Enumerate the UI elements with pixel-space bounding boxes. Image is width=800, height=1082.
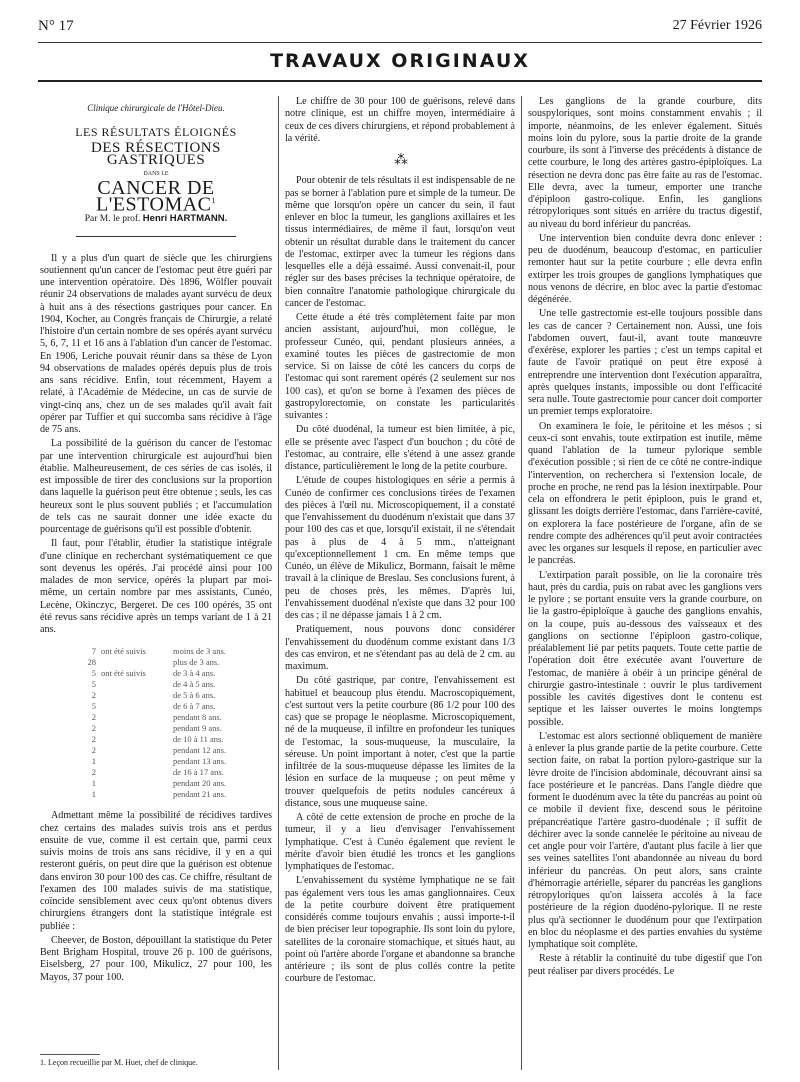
stats-cell-txt: de 3 à 4 ans. bbox=[173, 668, 216, 679]
stats-row bbox=[40, 778, 272, 789]
stats-cell-pre bbox=[101, 712, 173, 723]
col2-paragraphs-a bbox=[285, 96, 515, 145]
clinic-line: Clinique chirurgicale de l'Hôtel-Dieu. bbox=[87, 103, 225, 113]
stats-cell-n: 2 bbox=[91, 734, 96, 745]
stats-row bbox=[40, 690, 272, 701]
stats-row bbox=[40, 734, 272, 745]
stats-cell-txt: pendant 21 ans. bbox=[173, 789, 227, 800]
paragraph: L'extirpation paraît possible, on lie la coronaire très haut, près du cardia, puis on rabat avec les ganglions vers le pylore ; se portant ensuite vers la grande courbure, on lie la gastro-épiploïque à gauche des ganglions envahis, on la coupe, puis au-dessous des vaisseaux et des ganglions on sectionne l'épiploon gastro-colique, préalablement lié par petits paquets. Toute cette partie de l'opération doit être exécutée avant l'ouverture de l'estomac, de manière à obéir à un principe général de chirurgie gastro-intestinale : ouvrir le plus tardivement possible les cavités digestives dont le contenu est septique et les laisser ouvertes le moins longtemps possible. bbox=[528, 569, 762, 728]
title-line-2: DES RÉSECTIONS GASTRIQUES bbox=[91, 139, 221, 168]
paragraph: On examinera le foie, le péritoine et les mésos ; si ceux-ci sont envahis, toute extirpation est inutile, même quand l'ablation de la tumeur pylorique semble d'exécution possible ; si rien de ce côté ne contre-indique l'intervention, on recherchera si l'extension locale, de proche en proche, ne rend pas la lésion inextirpable. Pour cela on effondrera le petit épiploon, puis le grand et, glissant les doigts derrière l'estomac, dans l'arrière-cavité, on explorera la face postérieure de l'organe, afin de se rendre compte des adhérences qu'il peut avoir contractées avec les organes sur lesquels il repose, en particulier avec le pancréas. bbox=[528, 420, 762, 567]
stats-cell-pre: ont été suivis bbox=[101, 668, 146, 679]
section-asterism: ⁂ bbox=[394, 153, 406, 168]
paragraph: L'étude de coupes histologiques en série a permis à Cunéo de confirmer ces conclusions tirées de l'examen des pièces à l'œil nu. Microscopiquement, il a constaté que l'envahissement du duodénum n'existait que dans 37 pour 100 des cas et que, lorsqu'il existait, il ne s'étendait pas à plus de 4 à 5 mm., n'atteignant qu'exceptionnellement 1 cm. En même temps que Cunéo, un élève de Mikulicz, Bormann, faisait le même travail à la clinique de Breslau. Ses conclusions furent, à peu de choses près, les mêmes. D'après lui, l'envahissement duodénal n'existe que dans 32 pour 100 des cas ; il ne dépasse jamais 1 à 2 cm. bbox=[285, 475, 515, 621]
stats-cell-pre bbox=[101, 767, 173, 778]
title-rule bbox=[76, 236, 236, 237]
title-main: CANCER DE L'ESTOMAC bbox=[95, 177, 215, 216]
stats-cell-n: 5 bbox=[91, 668, 96, 679]
stats-row bbox=[40, 712, 272, 723]
stats-cell-n: 2 bbox=[91, 690, 96, 701]
stats-cell-txt: pendant 9 ans. bbox=[173, 723, 222, 734]
stats-cell-n: 2 bbox=[91, 745, 96, 756]
stats-cell-txt: plus de 3 ans. bbox=[173, 657, 220, 668]
column-3 bbox=[528, 96, 762, 980]
paragraph: Du côté duodénal, la tumeur est bien limitée, à pic, elle se présente avec l'aspect d'un bouchon ; du côté de l'estomac, au contraire, elle s'étend à une assez grande distance, particulièrement le long de la petite courbure. bbox=[285, 424, 515, 472]
stats-cell-n: 7 bbox=[91, 646, 96, 657]
stats-row bbox=[40, 789, 272, 800]
column-1 bbox=[40, 96, 272, 986]
stats-row bbox=[40, 679, 272, 690]
stats-cell-n: 2 bbox=[91, 767, 96, 778]
author-line bbox=[40, 213, 272, 225]
stats-cell-n: 2 bbox=[91, 712, 96, 723]
paragraph: L'estomac est alors sectionné obliquement de manière à enlever la plus grande partie de la petite courbure. Cette section faite, on rabat la portion pyloro-gastrique sur la lèvre droite de l'incision abdominale, découvrant ainsi sa face postérieure et le pancréas. Dans l'angle dièdre que forment le duodénum avec la tête du pancréas au point où ce mobile il devient fixe, descend sous le péritoine prépancréatique l'artère gastro-duodénale ; il suffit de déchirer avec la sonde cannelée le péritoine au niveau de cet angle pour voir l'artère, d'autant plus facile à lier que ses veines satellites l'ont abandonnée au niveau du bord inférieur du pancréas. On peut alors, sans crainte d'hémorragie artérielle, séparer du pancréas les ganglions rétropyloriques qu'on laissera accolés à la face postérieure de la région duodéno-pylorique. Il ne reste plus qu'à sectionner le duodénum pour que l'extirpation en bloc du néoplasme et des parties envahies du système lymphatique soit complète. bbox=[528, 730, 762, 950]
author-name: Henri HARTMANN. bbox=[142, 213, 228, 225]
paragraph: Pratiquement, nous pouvons donc considérer l'envahissement du duodénum comme existant dans 1/3 des cas environ, et ne s'étendant pas au delà de 2 cm. au maximum. bbox=[285, 624, 515, 672]
footnote-marker: 1 bbox=[211, 195, 217, 205]
stats-cell-pre: ont été suivis bbox=[101, 646, 146, 657]
stats-cell-txt: de 4 à 5 ans. bbox=[173, 679, 216, 690]
footnote: 1. Leçon recueillie par M. Huet, chef de clinique. bbox=[40, 1058, 198, 1067]
stats-cell-txt: pendant 20 ans. bbox=[173, 778, 227, 789]
stats-cell-pre bbox=[101, 690, 173, 701]
title-line-4 bbox=[40, 177, 272, 216]
stats-cell-n: 5 bbox=[91, 701, 96, 712]
stats-cell-pre bbox=[101, 679, 173, 690]
paragraph: Il y a plus d'un quart de siècle que les chirurgiens soutiennent qu'un cancer de l'estomac peut être guéri par une intervention opératoire. Dès 1896, Wölfler pouvait réunir 24 observations de malades ayant survécu de deux à huit ans à des résections gastriques pour cancer. En 1904, Kocher, au Congrès français de Chirurgie, a relaté l'histoire d'un certain nombre de ses opérés ayant survécu 5, 6, 7, 11 et 16 ans à l'ablation d'un cancer de l'estomac. En 1906, Leriche pouvait réunir dans sa thèse de Lyon 94 observations de malades opérés depuis plus de trois ans sans récidive. Enfin, tout récemment, Hayem a relaté, à l'Académie de Médecine, un cas de survie de vingt-cinq ans, chez un de ses malades qu'il avait fait opérer par Tuffier et qui succomba sans récidive à l'âge de 75 ans. bbox=[40, 252, 272, 436]
paragraph: Admettant même la possibilité de récidives tardives chez certains des malades suivis trois ans et perdus ensuite de vue, comme il est certain que, parmi ceux suivis moins de trois ans sans récidive, il y en a qui resteront guéris, on peut dire que la guérison est obtenue dans environ 30 pour 100 des cas. Ce chiffre, résultant de l'examen des 100 malades suivis de ma statistique, coïncide sensiblement avec ceux qu'ont obtenus divers chirurgiens étrangers dont la statistique intégrale est publiée : bbox=[40, 810, 272, 932]
stats-table bbox=[40, 646, 272, 800]
stats-cell-txt: pendant 8 ans. bbox=[173, 712, 222, 723]
stats-cell-txt: pendant 12 ans. bbox=[173, 745, 227, 756]
stats-row bbox=[40, 701, 272, 712]
stats-cell-txt: pendant 13 ans. bbox=[173, 756, 227, 767]
stats-row bbox=[40, 756, 272, 767]
stats-row bbox=[40, 767, 272, 778]
stats-cell-pre bbox=[101, 657, 173, 668]
paragraph: Cheever, de Boston, dépouillant la statistique du Peter Bent Brigham Hospital, trouve 26 p. 100 de guérisons, Eiselsberg, 27 pour 100, Mikulicz, 27 pour 100, les Mayos, 37 pour 100. bbox=[40, 934, 272, 983]
stats-cell-txt: moins de 3 ans. bbox=[173, 646, 226, 657]
column-divider bbox=[521, 96, 522, 1070]
paragraph: A côté de cette extension de proche en proche de la tumeur, il y a lieu d'envisager l'envahissement lymphatique. C'est à Cunéo également que revient le mérite d'avoir bien étudié les troncs et les ganglions lymphatiques de l'estomac. bbox=[285, 812, 515, 872]
stats-cell-txt: de 16 à 17 ans. bbox=[173, 767, 224, 778]
stats-cell-pre bbox=[101, 723, 173, 734]
column-2 bbox=[285, 96, 515, 988]
stats-cell-pre bbox=[101, 756, 173, 767]
title-line-3: DANS LE bbox=[143, 171, 169, 177]
page-header bbox=[38, 18, 762, 42]
section-rule bbox=[38, 80, 762, 82]
stats-row bbox=[40, 657, 272, 668]
paragraph: Reste à rétablir la continuité du tube digestif que l'on peut réaliser par divers procédés. Le bbox=[528, 953, 762, 977]
stats-row bbox=[40, 723, 272, 734]
paragraph: Il faut, pour l'établir, étudier la statistique intégrale d'une clinique en recherchant systématiquement ce que sont devenus les opérés. J'ai procédé ainsi pour 100 malades de mon service, opérés la plupart par moi-même, un certain nombre par mes assistants, Cunéo, Lecène, Okinczyc, Bergeret. De ces 100 opérés, 35 ont été revus sans récidive après un temps variant de 1 à 21 ans. bbox=[40, 538, 272, 636]
paragraph: Cette étude a été très complètement faite par mon ancien assistant, aujourd'hui, mon collègue, le professeur Cunéo, qui, pendant plusieurs années, a examiné toutes les pièces de gastrectomie de mon service. Si on laisse de côté les cancers du corps de l'estomac qui sont rarement opérés (2 seulement sur nos 100 cas), et qu'on se borne à l'examen des pièces de gastropylorectomie, on constate les particularités suivantes : bbox=[285, 312, 515, 421]
stats-cell-pre bbox=[101, 789, 173, 800]
paragraph: L'envahissement du système lymphatique ne se fait pas également vers tous les amas ganglionnaires. Ceux de la petite courbure doivent être pratiquement considérés comme toujours envahis ; aussi importe-t-il de bien préciser leur topographie. Ils sont loin du pylore, satellites de la coronaire stomachique, et situés haut, au point où l'artère aborde l'organe et abandonne sa branche antérieure ; ils sont de plus collés contre la petite courbure de l'estomac. bbox=[285, 875, 515, 985]
stats-cell-n: 1 bbox=[91, 778, 96, 789]
title-line-1: LES RÉSULTATS ÉLOIGNÉS bbox=[75, 125, 237, 140]
paragraph: Pour obtenir de tels résultats il est indispensable de ne pas se borner à l'ablation pure et simple de la tumeur. De même que lorsqu'on opère un cancer du sein, il faut enlever en bloc la tumeur, les ganglions axillaires et les tissus intermédiaires, de même il faut, lorsqu'on veut obtenir un résultat durable dans le traitement du cancer de l'estomac, extirper avec la tumeur les régions dans lesquelles elle a déjà essaimé. Aussi convenait-il, pour régler sur des bases précises la technique opératoire, de bien connaître l'anatomie pathologique chirurgicale du cancer de l'estomac. bbox=[285, 175, 515, 309]
stats-cell-txt: de 10 à 11 ans. bbox=[173, 734, 224, 745]
stats-cell-n: 2 bbox=[91, 723, 96, 734]
col2-paragraphs-b bbox=[285, 175, 515, 985]
stats-cell-pre bbox=[101, 745, 173, 756]
stats-cell-pre bbox=[101, 778, 173, 789]
author-prefix: Par M. le prof. bbox=[84, 214, 141, 225]
header-rule bbox=[38, 42, 762, 43]
col3-paragraphs bbox=[528, 96, 762, 978]
stats-cell-n: 1 bbox=[91, 756, 96, 767]
paragraph: Les ganglions de la grande courbure, dits souspyloriques, sont moins constamment envahis ; il importe, néanmoins, de les enlever également. Situés moins loin du pylore, sous la partie droite de la grande courbure, ils sont à l'inverse des précédents à distance de cette courbure, le long des artères gastro-épiploïques. La résection ne devra donc pas être faite au ras de l'estomac. Elle devra, avec la tumeur, emporter une tranche d'épiploon gastro-colique. Enfin, les ganglions rétropyloriques sont situés en arrière du tractus digestif, au niveau du bord inférieur du pancréas. bbox=[528, 96, 762, 230]
issue-date: 27 Février 1926 bbox=[672, 18, 762, 33]
col1-paragraphs-b bbox=[40, 810, 272, 984]
stats-row bbox=[40, 646, 272, 657]
stats-cell-pre bbox=[101, 701, 173, 712]
stats-row bbox=[40, 668, 272, 679]
paragraph: La possibilité de la guérison du cancer de l'estomac par une intervention chirurgicale est aujourd'hui bien établie. Malheureusement, de ces séries de cas isolés, il est impossible de tirer des conclusions sur la proportion dans laquelle la guérison peut être obtenue ; seuls, les cas heureux sont le plus souvent publiés ; et l'accumulation de tels cas ne saurait donner une idée exacte du pourcentage de guérisons qu'il est possible d'obtenir. bbox=[40, 438, 272, 536]
footnote-rule bbox=[40, 1054, 100, 1055]
stats-cell-n: 5 bbox=[91, 679, 96, 690]
paragraph: Le chiffre de 30 pour 100 de guérisons, relevé dans notre clinique, est un chiffre moyen, intermédiaire à ceux de ces divers chirurgiens, et répond probablement à la vérité. bbox=[285, 96, 515, 144]
paragraph: Une telle gastrectomie est-elle toujours possible dans les cas de cancer ? Certainement non. Aussi, une fois l'abdomen ouvert, faut-il, avant toute manœuvre d'exérèse, explorer les parties ; c'est un temps capital et faute de l'avoir pratiqué on peut être exposé à entreprendre une intervention dont l'exécution apparaîtra, après quelques instants, impossible ou dont l'efficacité sera nulle. Toute gastrectomie pour cancer doit comporter un premier temps exploratoire. bbox=[528, 308, 762, 418]
issue-number: N° 17 bbox=[38, 18, 74, 34]
col1-paragraphs bbox=[40, 253, 272, 637]
column-divider bbox=[278, 96, 279, 1070]
stats-cell-txt: de 5 à 6 ans. bbox=[173, 690, 216, 701]
section-title: TRAVAUX ORIGINAUX bbox=[270, 50, 530, 72]
paragraph: Une intervention bien conduite devra donc enlever : peu de duodénum, beaucoup d'estomac, en particulier remonter haut sur la petite courbure ; elle devra enfin extirper les trois groupes de ganglions lymphatiques que nous venons de décrire, en bloc avec la partie d'estomac dégénérée. bbox=[528, 232, 762, 305]
stats-row bbox=[40, 745, 272, 756]
stats-cell-txt: de 6 à 7 ans. bbox=[173, 701, 216, 712]
stats-cell-n: 28 bbox=[87, 657, 96, 668]
stats-cell-n: 1 bbox=[91, 789, 96, 800]
paragraph: Du côté gastrique, par contre, l'envahissement est habituel et beaucoup plus étendu. Macroscopiquement, c'est surtout vers la petite courbure (86 1/2 pour 100 des cas) que se propage le néoplasme. Microscopiquement, né de la muqueuse, il infiltre en profondeur les tuniques de l'estomac, la sous-muqueuse, la musculaire, la séreuse. Un point important à noter, c'est que la partie infiltrée de la sous-muqueuse dépasse les limites de la lésion en surface de la muqueuse ; on peut même y trouver quelquefois de petits nodules cancéreux à distance, sous une muqueuse saine. bbox=[285, 675, 515, 809]
stats-cell-pre bbox=[101, 734, 173, 745]
